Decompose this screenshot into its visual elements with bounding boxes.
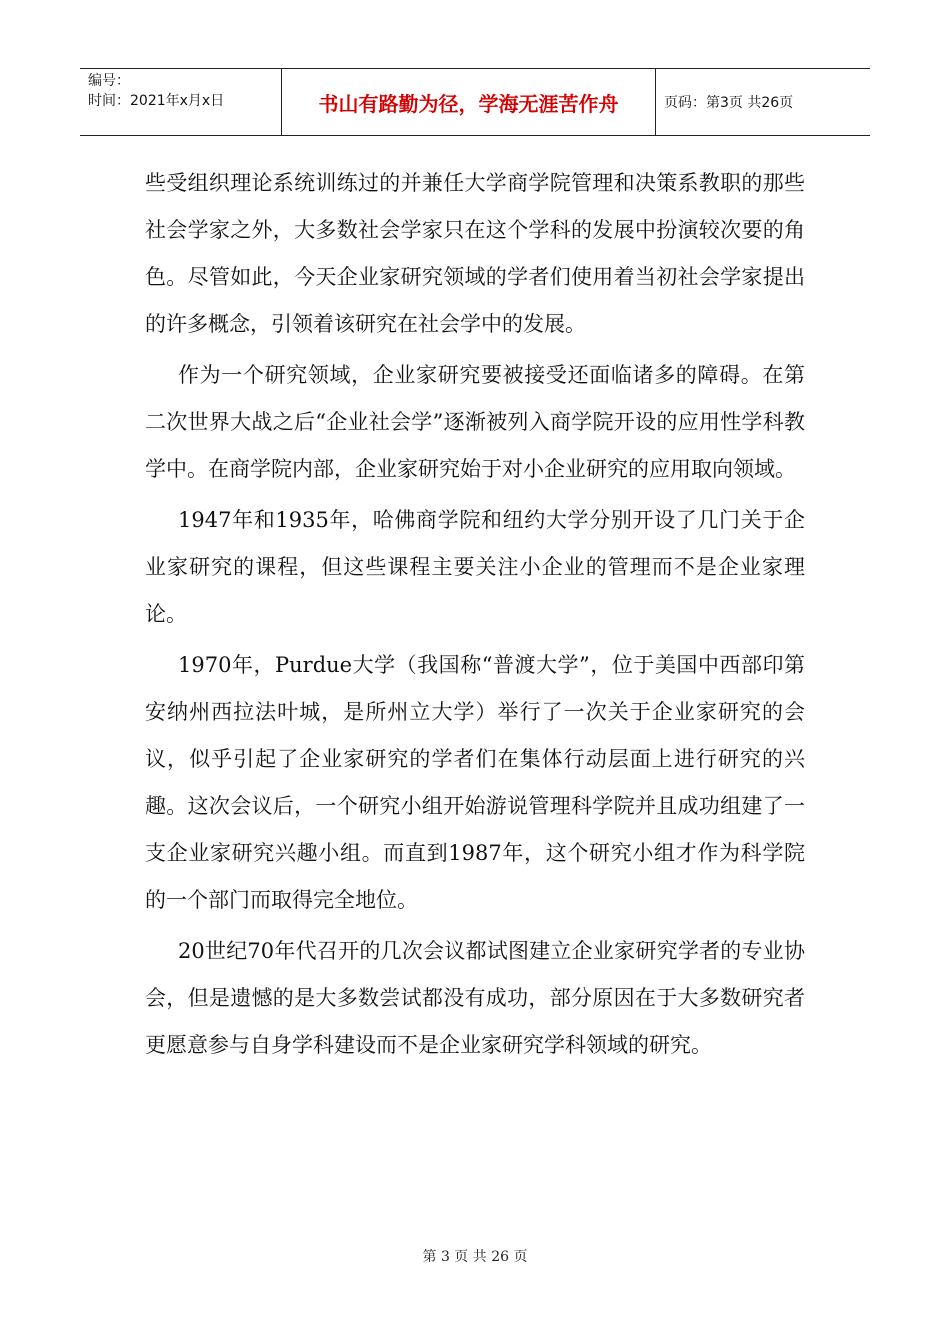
header-motto: 书山有路勤为径，学海无涯苦作舟 (282, 69, 656, 135)
document-number-label: 编号： (88, 73, 130, 89)
page-footer: 第 3 页 共 26 页 (422, 1249, 528, 1265)
paragraph-3: 1947年和1935年，哈佛商学院和纽约大学分别开设了几门关于企业家研究的课程，但这些课程主要关注小企业的管理而不是企业家理论。 (145, 508, 805, 626)
header-meta (80, 69, 282, 135)
paragraph-4: 1970年，Purdue大学（我国称“普渡大学”，位于美国中西部印第安纳州西拉法叶城，是所州立大学）举行了一次关于企业家研究的会议，似乎引起了企业家研究的学者们在集体行动层面上进行研究的兴趣。这次会议后，一个研究小组开始游说管理科学院并且成功组建了一支企业家研究兴趣小组。而直到1987年，这个研究小组才作为科学院的一个部门而取得完全地位。 (145, 653, 805, 912)
paragraph-2: 作为一个研究领域，企业家研究要被接受还面临诸多的障碍。在第二次世界大战之后“企业社会学”逐渐被列入商学院开设的应用性学科教学中。在商学院内部，企业家研究始于对小企业研究的应用取向领域。 (145, 363, 805, 481)
paragraph-1: 些受组织理论系统训练过的并兼任大学商学院管理和决策系教职的那些社会学家之外，大多数社会学家只在这个学科的发展中扮演较次要的角色。尽管如此，今天企业家研究领域的学者们使用着当初社会学家提出的许多概念，引领着该研究在社会学中的发展。 (145, 171, 805, 336)
document-date: 时间：2021年x月x日 (88, 93, 225, 109)
document-body (145, 160, 805, 1073)
page-header (80, 68, 870, 136)
paragraph-5: 20世纪70年代召开的几次会议都试图建立企业家研究学者的专业协会，但是遗憾的是大多数尝试都没有成功，部分原因在于大多数研究者更愿意参与自身学科建设而不是企业家研究学科领域的研究。 (145, 939, 805, 1057)
header-page-info: 页码：第3页 共26页 (664, 95, 794, 111)
